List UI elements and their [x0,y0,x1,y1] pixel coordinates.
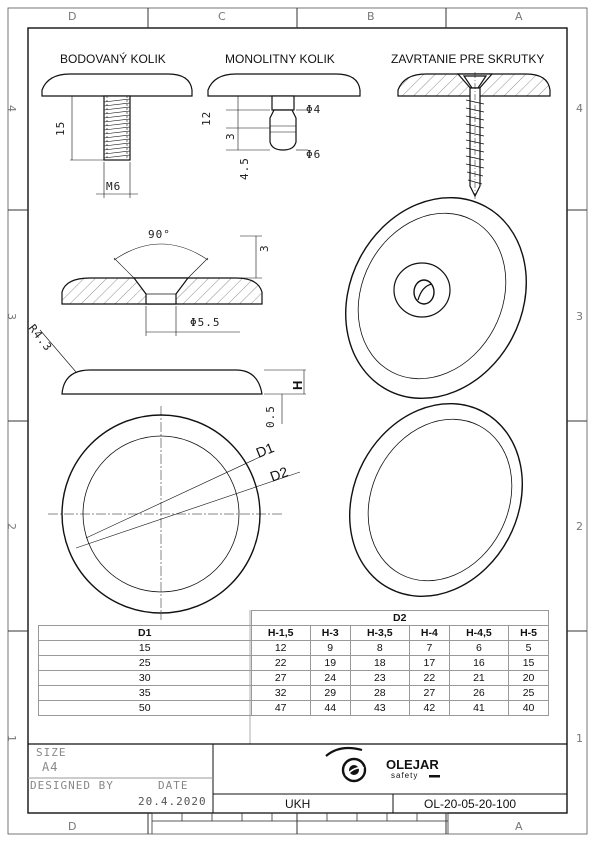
grid-col-bottom-1: D [68,820,77,833]
table-cell: 27 [409,686,449,701]
table-group-header-row [39,611,549,626]
countersink-section [62,236,262,336]
table-cell: 41 [449,701,508,716]
table-cell: 5 [509,641,549,656]
dim-hole-diameter: Φ5.5 [190,316,221,329]
table-cell: 6 [449,641,508,656]
table-cell: 26 [449,686,508,701]
grid-col-top-2: C [218,10,226,23]
grid-col-top-4: A [515,10,523,23]
table-cell: 28 [350,686,409,701]
table-cell: 15 [509,656,549,671]
table-cell: 22 [409,671,449,686]
table-col-header: H-3,5 [350,626,409,641]
dim-radius: R4.3 [25,322,55,355]
monolitny-title: MONOLITNY KOLIK [225,52,335,66]
table-col-header: H-5 [509,626,549,641]
table-cell: 43 [350,701,409,716]
dim-bodovany-length: 15 [54,120,67,136]
table-row [39,671,549,686]
drawing-number: OL-20-05-20-100 [424,797,517,811]
dim-mono-3: 3 [224,132,237,140]
date-value: 20.4.2020 [138,795,207,808]
table-cell: 16 [449,656,508,671]
table-cell: 8 [350,641,409,656]
olejar-logo-bar [429,775,440,778]
brand-sub: safety [391,771,419,780]
table-col-header: H-1,5 [251,626,310,641]
grid-col-top-1: D [68,10,77,23]
grid-row-left-3: 2 [5,523,18,530]
bodovany-title: BODOVANÝ KOLIK [60,52,166,66]
table-cell: 44 [310,701,350,716]
dim-d1: D1 [253,439,277,461]
table-cell-d1: 15 [39,641,252,656]
table-cell: 21 [449,671,508,686]
dim-angle: 90° [148,228,171,241]
table-cell: 9 [310,641,350,656]
zavrtanie-view [398,72,550,200]
dim-counterbore-depth: 3 [258,244,271,252]
dim-bodovany-thread: M6 [106,180,122,193]
table-row [39,656,549,671]
dim-mono-d6: Φ6 [306,148,322,161]
table-header-row [39,626,549,641]
table-row [39,701,549,716]
table-cell: 27 [251,671,310,686]
table-cell: 29 [310,686,350,701]
table-cell: 47 [251,701,310,716]
table-cell-d1: 50 [39,701,252,716]
table-cell: 23 [350,671,409,686]
table-cell: 25 [509,686,549,701]
table-cell: 22 [251,656,310,671]
isometric-view-top [311,166,561,430]
table-d1-header: D1 [39,626,252,641]
table-cell: 24 [310,671,350,686]
isometric-view-bottom [317,373,556,627]
table-cell: 32 [251,686,310,701]
dim-mono-d4: Φ4 [306,103,322,116]
grid-row-right-3: 2 [576,520,583,533]
designed-by-label: DESIGNED BY [30,779,114,792]
table-cell: 20 [509,671,549,686]
table-cell-d1: 25 [39,656,252,671]
table-col-header: H-3 [310,626,350,641]
table-cell: 42 [409,701,449,716]
size-label: SIZE [36,746,67,759]
dim-edge: 0.5 [264,405,277,428]
scale-ruler [152,813,448,834]
grid-col-top-3: B [367,10,375,23]
table-cell: 18 [350,656,409,671]
table-col-header: H-4 [409,626,449,641]
olejar-logo-icon [326,748,365,781]
brand-name: OLEJAR [386,757,439,772]
dim-mono-12: 12 [200,110,213,126]
date-label: DATE [158,779,189,792]
grid-col-bottom-2: A [515,820,523,833]
zavrtanie-title: ZAVRTANIE PRE SKRUTKY [391,52,545,66]
dim-height: H [290,380,305,390]
size-value: A4 [42,760,59,774]
table-cell: 12 [251,641,310,656]
table-cell: 40 [509,701,549,716]
table-cell: 17 [409,656,449,671]
table-group-header: D2 [251,611,549,626]
designer-value: UKH [285,797,311,811]
dim-mono-45: 4.5 [238,157,251,180]
grid-row-left-2: 3 [5,313,18,320]
grid-row-right-1: 4 [576,102,583,115]
table-col-header: H-4,5 [449,626,508,641]
dimensions-table [38,610,549,716]
grid-row-left-4: 1 [5,735,18,742]
table-cell: 19 [310,656,350,671]
dim-d2: D2 [267,463,291,485]
table-row [39,686,549,701]
table-cell-d1: 35 [39,686,252,701]
plan-view [48,406,300,620]
table-cell: 7 [409,641,449,656]
table-cell-d1: 30 [39,671,252,686]
table-row [39,641,549,656]
grid-row-right-2: 3 [576,310,583,323]
grid-row-left-1: 4 [5,105,18,112]
grid-row-right-4: 1 [576,732,583,745]
